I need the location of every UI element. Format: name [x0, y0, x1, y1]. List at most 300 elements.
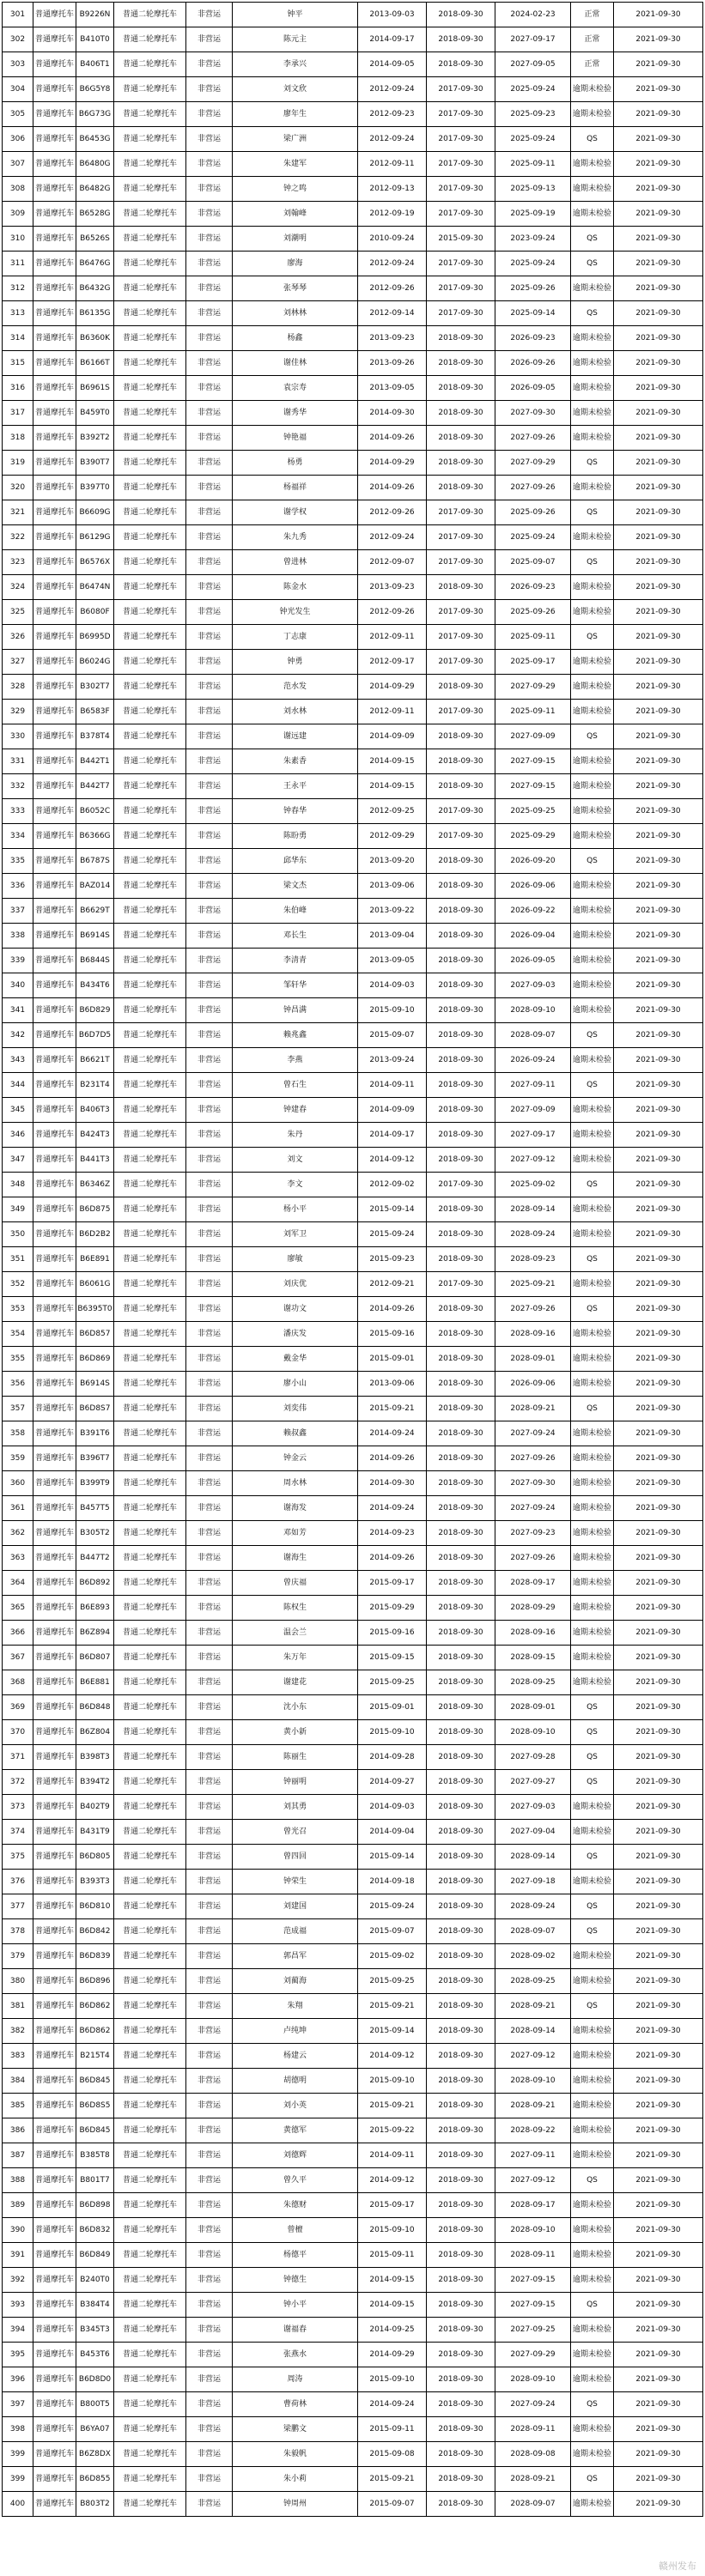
- cell-status: 逾期未检验: [571, 476, 614, 500]
- cell-validity-date: 2021-09-30: [614, 52, 703, 77]
- cell-validity-date: 2021-09-30: [614, 1471, 703, 1496]
- cell-usage-type: 非营运: [186, 973, 233, 998]
- cell-usage-type: 非营运: [186, 1471, 233, 1496]
- table-row: [3, 650, 703, 675]
- cell-vehicle-category: 普通摩托车: [33, 1944, 76, 1969]
- cell-validity-date: 2021-09-30: [614, 1870, 703, 1894]
- cell-vehicle-category: 普通摩托车: [33, 1596, 76, 1621]
- cell-plate-number: B6D898: [76, 2193, 114, 2218]
- cell-usage-type: 非营运: [186, 1372, 233, 1397]
- cell-owner-name: 邹轩华: [233, 973, 358, 998]
- cell-scrap-date: 2025-09-23: [495, 102, 571, 127]
- table-row: [3, 1621, 703, 1646]
- cell-scrap-date: 2027-09-03: [495, 973, 571, 998]
- cell-registration-date: 2015-09-15: [358, 1646, 427, 1670]
- cell-usage-type: 非营运: [186, 1222, 233, 1247]
- cell-registration-date: 2014-09-27: [358, 1770, 427, 1795]
- table-row: [3, 2467, 703, 2492]
- cell-row-number: 305: [3, 102, 33, 127]
- cell-owner-name: 谢建花: [233, 1670, 358, 1695]
- cell-scrap-date: 2025-09-17: [495, 650, 571, 675]
- cell-row-number: 384: [3, 2069, 33, 2094]
- cell-inspection-date: 2018-09-30: [427, 1322, 495, 1347]
- cell-status: QS: [571, 301, 614, 326]
- cell-plate-number: B447T2: [76, 1546, 114, 1571]
- cell-vehicle-type: 普通二轮摩托车: [114, 600, 186, 625]
- cell-usage-type: 非营运: [186, 77, 233, 102]
- cell-vehicle-category: 普通摩托车: [33, 1322, 76, 1347]
- cell-vehicle-category: 普通摩托车: [33, 252, 76, 276]
- cell-vehicle-type: 普通二轮摩托车: [114, 973, 186, 998]
- cell-usage-type: 非营运: [186, 700, 233, 724]
- cell-owner-name: 曾庆福: [233, 1571, 358, 1596]
- cell-registration-date: 2014-09-23: [358, 1521, 427, 1546]
- cell-scrap-date: 2028-09-29: [495, 1596, 571, 1621]
- cell-inspection-date: 2018-09-30: [427, 1720, 495, 1745]
- cell-inspection-date: 2017-09-30: [427, 301, 495, 326]
- table-row: [3, 27, 703, 52]
- cell-plate-number: B6D896: [76, 1969, 114, 1994]
- cell-vehicle-type: 普通二轮摩托车: [114, 500, 186, 525]
- cell-owner-name: 梁文杰: [233, 874, 358, 899]
- cell-status: 逾期未检验: [571, 774, 614, 799]
- cell-scrap-date: 2028-09-11: [495, 2417, 571, 2442]
- cell-status: QS: [571, 1845, 614, 1870]
- cell-status: 逾期未检验: [571, 2193, 614, 2218]
- cell-vehicle-category: 普通摩托车: [33, 1496, 76, 1521]
- cell-usage-type: 非营运: [186, 2168, 233, 2193]
- cell-row-number: 327: [3, 650, 33, 675]
- cell-validity-date: 2021-09-30: [614, 650, 703, 675]
- cell-vehicle-type: 普通二轮摩托车: [114, 1397, 186, 1421]
- cell-validity-date: 2021-09-30: [614, 1222, 703, 1247]
- cell-plate-number: B6609G: [76, 500, 114, 525]
- cell-plate-number: B803T2: [76, 2492, 114, 2517]
- cell-row-number: 388: [3, 2168, 33, 2193]
- cell-scrap-date: 2026-09-06: [495, 874, 571, 899]
- cell-usage-type: 非营运: [186, 1048, 233, 1073]
- cell-registration-date: 2013-09-04: [358, 924, 427, 949]
- cell-usage-type: 非营运: [186, 2417, 233, 2442]
- cell-inspection-date: 2017-09-30: [427, 550, 495, 575]
- cell-scrap-date: 2025-09-25: [495, 799, 571, 824]
- cell-plate-number: B441T3: [76, 1148, 114, 1173]
- cell-status: QS: [571, 127, 614, 152]
- cell-registration-date: 2014-09-11: [358, 2143, 427, 2168]
- cell-scrap-date: 2028-09-14: [495, 2019, 571, 2044]
- cell-scrap-date: 2027-09-11: [495, 2143, 571, 2168]
- cell-inspection-date: 2015-09-30: [427, 227, 495, 252]
- cell-registration-date: 2012-09-29: [358, 824, 427, 849]
- cell-vehicle-category: 普通摩托车: [33, 1197, 76, 1222]
- cell-validity-date: 2021-09-30: [614, 1994, 703, 2019]
- cell-row-number: 386: [3, 2118, 33, 2143]
- cell-registration-date: 2014-09-24: [358, 1496, 427, 1521]
- cell-vehicle-category: 普通摩托车: [33, 1845, 76, 1870]
- cell-status: 正常: [571, 3, 614, 27]
- cell-vehicle-type: 普通二轮摩托车: [114, 1048, 186, 1073]
- cell-row-number: 312: [3, 276, 33, 301]
- cell-plate-number: B6D842: [76, 1919, 114, 1944]
- cell-owner-name: 刘建国: [233, 1894, 358, 1919]
- cell-owner-name: 谢功文: [233, 1297, 358, 1322]
- cell-inspection-date: 2018-09-30: [427, 2318, 495, 2343]
- cell-scrap-date: 2026-09-05: [495, 376, 571, 401]
- cell-row-number: 325: [3, 600, 33, 625]
- cell-owner-name: 钟昌满: [233, 998, 358, 1023]
- cell-registration-date: 2015-09-14: [358, 2019, 427, 2044]
- cell-validity-date: 2021-09-30: [614, 1421, 703, 1446]
- cell-row-number: 342: [3, 1023, 33, 1048]
- cell-inspection-date: 2018-09-30: [427, 2243, 495, 2268]
- cell-plate-number: B6995D: [76, 625, 114, 650]
- cell-vehicle-category: 普通摩托车: [33, 202, 76, 227]
- cell-scrap-date: 2027-09-30: [495, 401, 571, 426]
- cell-scrap-date: 2027-09-26: [495, 1446, 571, 1471]
- cell-owner-name: 范水发: [233, 675, 358, 700]
- cell-status: 正常: [571, 27, 614, 52]
- cell-status: QS: [571, 724, 614, 749]
- cell-inspection-date: 2018-09-30: [427, 1944, 495, 1969]
- table-row: [3, 2193, 703, 2218]
- cell-scrap-date: 2024-02-23: [495, 3, 571, 27]
- cell-validity-date: 2021-09-30: [614, 1322, 703, 1347]
- cell-validity-date: 2021-09-30: [614, 2069, 703, 2094]
- cell-vehicle-category: 普通摩托车: [33, 2268, 76, 2293]
- cell-scrap-date: 2027-09-26: [495, 476, 571, 500]
- cell-row-number: 348: [3, 1173, 33, 1197]
- cell-inspection-date: 2018-09-30: [427, 1695, 495, 1720]
- cell-status: QS: [571, 625, 614, 650]
- cell-usage-type: 非营运: [186, 1919, 233, 1944]
- cell-plate-number: B6360K: [76, 326, 114, 351]
- cell-scrap-date: 2028-09-01: [495, 1695, 571, 1720]
- cell-status: 逾期未检验: [571, 1546, 614, 1571]
- cell-owner-name: 黄小新: [233, 1720, 358, 1745]
- cell-scrap-date: 2026-09-23: [495, 575, 571, 600]
- cell-validity-date: 2021-09-30: [614, 525, 703, 550]
- table-row: [3, 500, 703, 525]
- cell-registration-date: 2015-09-24: [358, 1222, 427, 1247]
- cell-registration-date: 2015-09-29: [358, 1596, 427, 1621]
- cell-plate-number: B6583F: [76, 700, 114, 724]
- cell-registration-date: 2012-09-14: [358, 301, 427, 326]
- cell-vehicle-category: 普通摩托车: [33, 1446, 76, 1471]
- cell-registration-date: 2015-09-07: [358, 2492, 427, 2517]
- cell-plate-number: B6D2B2: [76, 1222, 114, 1247]
- cell-inspection-date: 2018-09-30: [427, 2467, 495, 2492]
- cell-usage-type: 非营运: [186, 2492, 233, 2517]
- cell-owner-name: 杨鑫: [233, 326, 358, 351]
- cell-registration-date: 2013-09-20: [358, 849, 427, 874]
- cell-usage-type: 非营运: [186, 1521, 233, 1546]
- cell-plate-number: B6D849: [76, 2243, 114, 2268]
- cell-vehicle-type: 普通二轮摩托车: [114, 1571, 186, 1596]
- cell-owner-name: 张琴琴: [233, 276, 358, 301]
- cell-usage-type: 非营运: [186, 2367, 233, 2392]
- cell-registration-date: 2013-09-05: [358, 949, 427, 973]
- cell-plate-number: B384T4: [76, 2293, 114, 2318]
- cell-plate-number: B6D845: [76, 2118, 114, 2143]
- cell-inspection-date: 2018-09-30: [427, 1621, 495, 1646]
- cell-usage-type: 非营运: [186, 1571, 233, 1596]
- cell-registration-date: 2015-09-10: [358, 998, 427, 1023]
- cell-scrap-date: 2025-09-07: [495, 550, 571, 575]
- cell-status: 逾期未检验: [571, 2143, 614, 2168]
- cell-row-number: 314: [3, 326, 33, 351]
- cell-row-number: 346: [3, 1123, 33, 1148]
- cell-inspection-date: 2018-09-30: [427, 2268, 495, 2293]
- cell-usage-type: 非营运: [186, 849, 233, 874]
- cell-usage-type: 非营运: [186, 949, 233, 973]
- cell-status: 逾期未检验: [571, 326, 614, 351]
- cell-registration-date: 2012-09-19: [358, 202, 427, 227]
- cell-plate-number: B6914S: [76, 1372, 114, 1397]
- cell-vehicle-type: 普通二轮摩托车: [114, 102, 186, 127]
- cell-registration-date: 2014-09-29: [358, 451, 427, 476]
- cell-scrap-date: 2028-09-25: [495, 1670, 571, 1695]
- cell-registration-date: 2014-09-15: [358, 2268, 427, 2293]
- cell-status: 逾期未检验: [571, 799, 614, 824]
- cell-validity-date: 2021-09-30: [614, 2218, 703, 2243]
- cell-inspection-date: 2017-09-30: [427, 600, 495, 625]
- cell-vehicle-type: 普通二轮摩托车: [114, 998, 186, 1023]
- cell-usage-type: 非营运: [186, 102, 233, 127]
- cell-row-number: 333: [3, 799, 33, 824]
- cell-plate-number: B6D807: [76, 1646, 114, 1670]
- cell-registration-date: 2015-09-08: [358, 2442, 427, 2467]
- cell-owner-name: 王永平: [233, 774, 358, 799]
- cell-usage-type: 非营运: [186, 1446, 233, 1471]
- cell-vehicle-type: 普通二轮摩托车: [114, 724, 186, 749]
- cell-inspection-date: 2018-09-30: [427, 1546, 495, 1571]
- cell-usage-type: 非营运: [186, 1123, 233, 1148]
- cell-owner-name: 刘奕伟: [233, 1397, 358, 1421]
- cell-usage-type: 非营运: [186, 202, 233, 227]
- table-row: [3, 849, 703, 874]
- cell-row-number: 350: [3, 1222, 33, 1247]
- cell-vehicle-category: 普通摩托车: [33, 127, 76, 152]
- cell-inspection-date: 2018-09-30: [427, 1098, 495, 1123]
- cell-validity-date: 2021-09-30: [614, 202, 703, 227]
- cell-status: 逾期未检验: [571, 1820, 614, 1845]
- cell-row-number: 369: [3, 1695, 33, 1720]
- cell-owner-name: 黄德军: [233, 2118, 358, 2143]
- cell-scrap-date: 2027-09-27: [495, 1770, 571, 1795]
- table-row: [3, 1571, 703, 1596]
- cell-plate-number: B6D8S5: [76, 2094, 114, 2118]
- cell-registration-date: 2015-09-07: [358, 1919, 427, 1944]
- cell-status: 逾期未检验: [571, 575, 614, 600]
- cell-inspection-date: 2018-09-30: [427, 675, 495, 700]
- table-row: [3, 1596, 703, 1621]
- cell-vehicle-type: 普通二轮摩托车: [114, 700, 186, 724]
- cell-plate-number: B6D862: [76, 2019, 114, 2044]
- cell-registration-date: 2014-09-24: [358, 1421, 427, 1446]
- cell-inspection-date: 2018-09-30: [427, 2218, 495, 2243]
- cell-usage-type: 非营运: [186, 1546, 233, 1571]
- cell-registration-date: 2014-09-29: [358, 675, 427, 700]
- cell-inspection-date: 2018-09-30: [427, 1247, 495, 1272]
- table-row: [3, 1845, 703, 1870]
- cell-vehicle-type: 普通二轮摩托车: [114, 1820, 186, 1845]
- table-row: [3, 700, 703, 724]
- cell-plate-number: B240T0: [76, 2268, 114, 2293]
- cell-owner-name: 朱伯峰: [233, 899, 358, 924]
- cell-validity-date: 2021-09-30: [614, 2442, 703, 2467]
- table-row: [3, 1173, 703, 1197]
- cell-validity-date: 2021-09-30: [614, 700, 703, 724]
- cell-scrap-date: 2028-09-21: [495, 2094, 571, 2118]
- cell-plate-number: B6453G: [76, 127, 114, 152]
- cell-inspection-date: 2018-09-30: [427, 1073, 495, 1098]
- cell-row-number: 396: [3, 2367, 33, 2392]
- cell-row-number: 398: [3, 2417, 33, 2442]
- cell-row-number: 307: [3, 152, 33, 177]
- cell-validity-date: 2021-09-30: [614, 3, 703, 27]
- cell-plate-number: B6844S: [76, 949, 114, 973]
- cell-status: 逾期未检验: [571, 1969, 614, 1994]
- cell-owner-name: 李燕: [233, 1048, 358, 1073]
- cell-vehicle-type: 普通二轮摩托车: [114, 1148, 186, 1173]
- cell-owner-name: 刘林林: [233, 301, 358, 326]
- table-row: [3, 749, 703, 774]
- cell-usage-type: 非营运: [186, 376, 233, 401]
- cell-usage-type: 非营运: [186, 2019, 233, 2044]
- cell-vehicle-category: 普通摩托车: [33, 1073, 76, 1098]
- cell-validity-date: 2021-09-30: [614, 102, 703, 127]
- cell-owner-name: 陈丽生: [233, 1745, 358, 1770]
- cell-usage-type: 非营运: [186, 276, 233, 301]
- cell-inspection-date: 2018-09-30: [427, 2442, 495, 2467]
- cell-vehicle-category: 普通摩托车: [33, 1646, 76, 1670]
- cell-scrap-date: 2027-09-26: [495, 1297, 571, 1322]
- cell-owner-name: 袁宗寿: [233, 376, 358, 401]
- cell-status: 逾期未检验: [571, 650, 614, 675]
- cell-inspection-date: 2018-09-30: [427, 27, 495, 52]
- cell-scrap-date: 2027-09-24: [495, 2392, 571, 2417]
- cell-registration-date: 2013-09-06: [358, 874, 427, 899]
- cell-validity-date: 2021-09-30: [614, 2293, 703, 2318]
- cell-registration-date: 2015-09-10: [358, 2069, 427, 2094]
- cell-row-number: 366: [3, 1621, 33, 1646]
- cell-owner-name: 杨建云: [233, 2044, 358, 2069]
- cell-vehicle-type: 普通二轮摩托车: [114, 1770, 186, 1795]
- cell-inspection-date: 2018-09-30: [427, 2417, 495, 2442]
- cell-plate-number: B6G73G: [76, 102, 114, 127]
- table-row: [3, 1496, 703, 1521]
- cell-owner-name: 刘文欣: [233, 77, 358, 102]
- cell-owner-name: 刘潮明: [233, 227, 358, 252]
- cell-scrap-date: 2028-09-16: [495, 1621, 571, 1646]
- cell-registration-date: 2014-09-18: [358, 1870, 427, 1894]
- cell-scrap-date: 2027-09-26: [495, 426, 571, 451]
- cell-registration-date: 2014-09-28: [358, 1745, 427, 1770]
- cell-scrap-date: 2027-09-09: [495, 1098, 571, 1123]
- cell-usage-type: 非营运: [186, 924, 233, 949]
- cell-owner-name: 曹荷林: [233, 2392, 358, 2417]
- cell-row-number: 326: [3, 625, 33, 650]
- cell-scrap-date: 2025-09-24: [495, 252, 571, 276]
- cell-plate-number: B6E893: [76, 1596, 114, 1621]
- cell-status: 逾期未检验: [571, 899, 614, 924]
- cell-vehicle-category: 普通摩托车: [33, 1820, 76, 1845]
- cell-usage-type: 非营运: [186, 2243, 233, 2268]
- cell-plate-number: B6D8D0: [76, 2367, 114, 2392]
- cell-owner-name: 钟光发生: [233, 600, 358, 625]
- cell-usage-type: 非营运: [186, 2293, 233, 2318]
- cell-plate-number: B6395T0: [76, 1297, 114, 1322]
- cell-plate-number: B442T7: [76, 774, 114, 799]
- cell-status: 逾期未检验: [571, 675, 614, 700]
- watermark-text: 赣州发布: [659, 2561, 696, 2572]
- table-row: [3, 949, 703, 973]
- cell-validity-date: 2021-09-30: [614, 724, 703, 749]
- cell-vehicle-type: 普通二轮摩托车: [114, 1446, 186, 1471]
- cell-plate-number: B406T1: [76, 52, 114, 77]
- cell-usage-type: 非营运: [186, 1197, 233, 1222]
- table-row: [3, 351, 703, 376]
- vehicle-table-body: [3, 3, 703, 2517]
- cell-registration-date: 2012-09-23: [358, 102, 427, 127]
- cell-scrap-date: 2027-09-05: [495, 52, 571, 77]
- cell-scrap-date: 2025-09-26: [495, 500, 571, 525]
- cell-status: QS: [571, 550, 614, 575]
- cell-usage-type: 非营运: [186, 1845, 233, 1870]
- cell-plate-number: B6166T: [76, 351, 114, 376]
- cell-inspection-date: 2018-09-30: [427, 1919, 495, 1944]
- cell-usage-type: 非营运: [186, 1173, 233, 1197]
- cell-inspection-date: 2018-09-30: [427, 2019, 495, 2044]
- cell-owner-name: 曾进林: [233, 550, 358, 575]
- cell-owner-name: 曾久平: [233, 2168, 358, 2193]
- cell-vehicle-category: 普通摩托车: [33, 1372, 76, 1397]
- cell-registration-date: 2015-09-21: [358, 2467, 427, 2492]
- cell-plate-number: B394T2: [76, 1770, 114, 1795]
- cell-vehicle-type: 普通二轮摩托车: [114, 2293, 186, 2318]
- cell-vehicle-category: 普通摩托车: [33, 2218, 76, 2243]
- cell-row-number: 332: [3, 774, 33, 799]
- cell-status: 逾期未检验: [571, 2367, 614, 2392]
- cell-plate-number: B6D829: [76, 998, 114, 1023]
- cell-usage-type: 非营运: [186, 1745, 233, 1770]
- cell-vehicle-type: 普通二轮摩托车: [114, 2193, 186, 2218]
- cell-owner-name: 陈金水: [233, 575, 358, 600]
- cell-scrap-date: 2028-09-02: [495, 1944, 571, 1969]
- cell-status: 逾期未检验: [571, 1372, 614, 1397]
- cell-row-number: 358: [3, 1421, 33, 1446]
- cell-owner-name: 邓长生: [233, 924, 358, 949]
- cell-status: 逾期未检验: [571, 924, 614, 949]
- cell-validity-date: 2021-09-30: [614, 2467, 703, 2492]
- cell-vehicle-type: 普通二轮摩托车: [114, 1845, 186, 1870]
- cell-usage-type: 非营运: [186, 1670, 233, 1695]
- cell-validity-date: 2021-09-30: [614, 1944, 703, 1969]
- cell-status: 逾期未检验: [571, 824, 614, 849]
- cell-plate-number: B378T4: [76, 724, 114, 749]
- cell-registration-date: 2015-09-17: [358, 2193, 427, 2218]
- cell-validity-date: 2021-09-30: [614, 2019, 703, 2044]
- cell-usage-type: 非营运: [186, 2442, 233, 2467]
- cell-validity-date: 2021-09-30: [614, 1820, 703, 1845]
- cell-vehicle-category: 普通摩托车: [33, 500, 76, 525]
- cell-vehicle-category: 普通摩托车: [33, 700, 76, 724]
- cell-row-number: 302: [3, 27, 33, 52]
- cell-inspection-date: 2018-09-30: [427, 326, 495, 351]
- cell-row-number: 324: [3, 575, 33, 600]
- cell-vehicle-category: 普通摩托车: [33, 550, 76, 575]
- table-row: [3, 1770, 703, 1795]
